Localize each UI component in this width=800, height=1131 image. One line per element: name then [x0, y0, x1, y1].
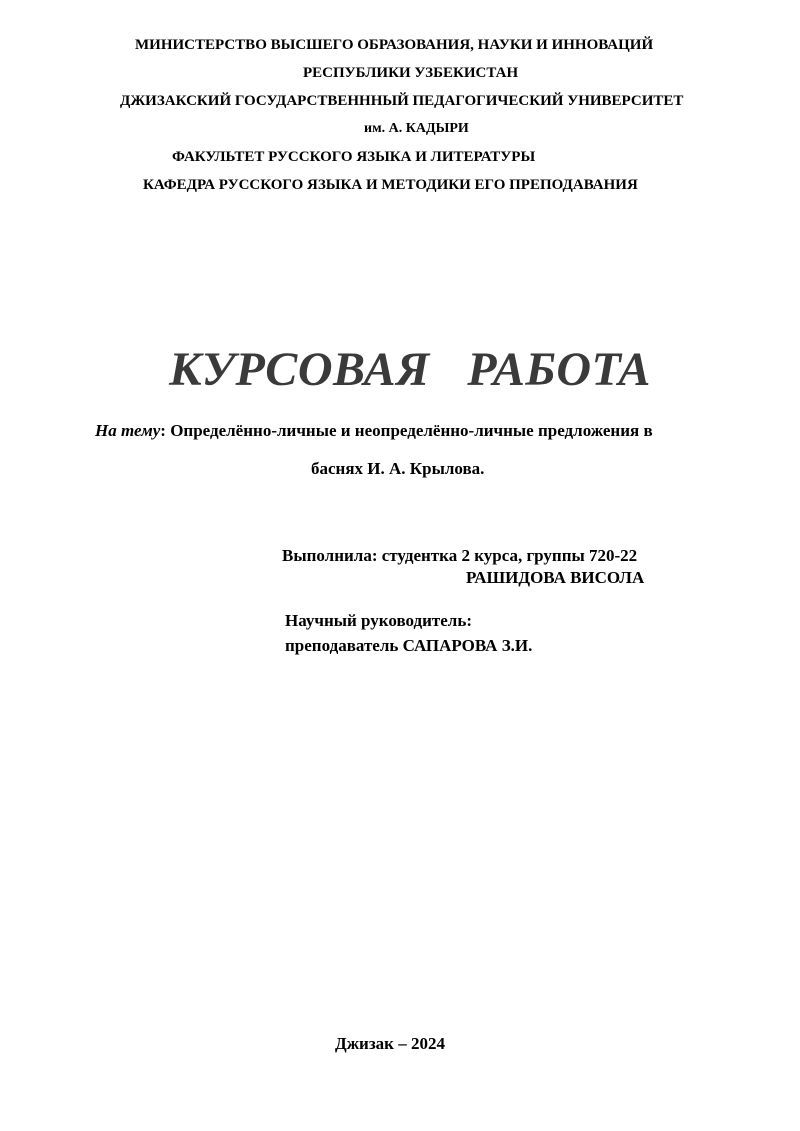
- topic-line-2: баснях И. А. Крылова.: [311, 459, 485, 478]
- faculty-name: ФАКУЛЬТЕТ РУССКОГО ЯЗЫКА И ЛИТЕРАТУРЫ: [172, 149, 536, 165]
- document-title: КУРСОВАЯ РАБОТА: [169, 343, 651, 396]
- ministry-line-1: МИНИСТЕРСТВО ВЫСШЕГО ОБРАЗОВАНИЯ, НАУКИ И ИННОВАЦИЙ: [135, 37, 654, 53]
- supervisor-name: преподаватель САПАРОВА З.И.: [285, 636, 533, 655]
- university-line-2: им. А. КАДЫРИ: [364, 121, 469, 136]
- department-name: КАФЕДРА РУССКОГО ЯЗЫКА И МЕТОДИКИ ЕГО ПРЕПОДАВАНИЯ: [143, 177, 638, 193]
- city-year: Джизак – 2024: [335, 1034, 445, 1053]
- topic-label: На тему: [95, 421, 161, 440]
- supervisor-label: Научный руководитель:: [285, 611, 472, 630]
- ministry-line-2: РЕСПУБЛИКИ УЗБЕКИСТАН: [303, 65, 519, 81]
- topic-line-1: [95, 421, 653, 441]
- author-name: РАШИДОВА ВИСОЛА: [466, 568, 645, 587]
- university-line-1: ДЖИЗАКСКИЙ ГОСУДАРСТВЕНННЫЙ ПЕДАГОГИЧЕСКИЙ УНИВЕРСИТЕТ: [120, 93, 684, 109]
- topic-text-1: : Определённо-личные и неопределённо-личные предложения в: [160, 421, 653, 440]
- author-performed-by: Выполнила: студентка 2 курса, группы 720-22: [282, 546, 638, 565]
